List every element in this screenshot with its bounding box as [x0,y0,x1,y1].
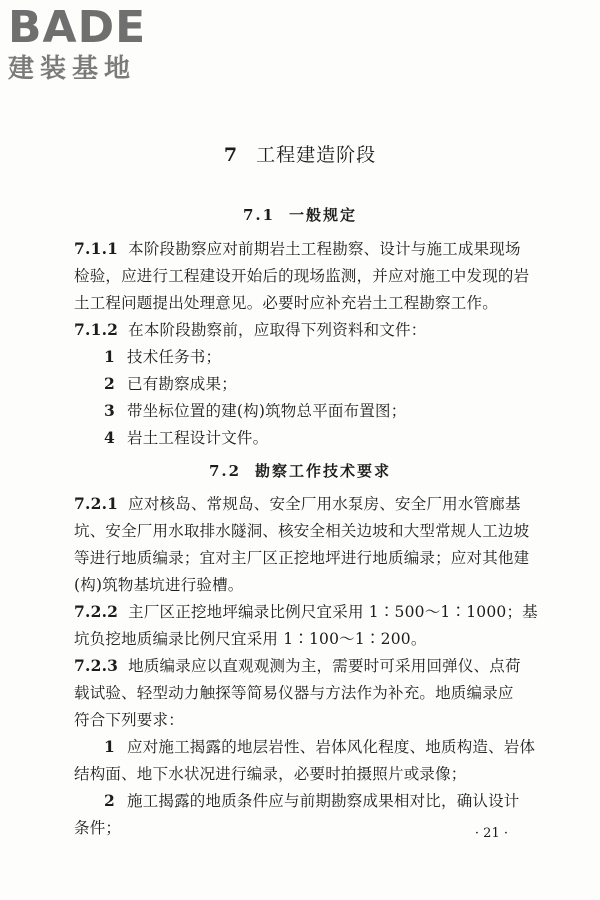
list-item-continuation: 结构面、地下水状况进行编录，必要时拍摄照片或录像； [74,765,467,783]
list-item-continuation: 条件； [74,819,122,837]
logo-brand: BADE [8,2,147,53]
clause-text: 地质编录应以直观观测为主，需要时可采用回弹仪、点荷 [128,657,521,675]
clause-7-1-1-line-3: 土工程问题提出处理意见。必要时应补充岩土工程勘察工作。 [74,294,498,312]
section-number: 7.2 [208,462,242,480]
item-number: 2 [104,374,115,393]
chapter-title-text: 工程建造阶段 [256,144,377,166]
item-text: 施工揭露的地质条件应与前期勘察成果相对比，确认设计 [127,792,520,810]
clause-7-2-1-line-2: 坑、安全厂用水取排水隧洞、核安全相关边坡和大型常规人工边坡 [74,522,530,540]
clause-7-1-1-line-1 [74,239,521,259]
bade-logo [8,2,178,84]
logo-subtitle: 建装基地 [8,54,137,84]
list-item [104,374,237,394]
list-item [104,428,268,448]
clause-number: 7.1.1 [74,239,119,258]
item-number: 4 [104,428,115,447]
item-text: 已有勘察成果； [127,375,237,393]
page-number: · 21 · [474,826,508,841]
clause-number: 7.2.2 [74,602,119,621]
clause-7-2-2-line-2: 坑负挖地质编录比例尺宜采用 1∶100～1∶200。 [74,630,427,648]
section-title-7-1 [0,204,600,225]
clause-text: 应对核岛、常规岛、安全厂用水泵房、安全厂用水管廊基 [128,495,521,513]
clause-number: 7.1.2 [74,320,119,339]
chapter-number: 7 [223,144,239,166]
clause-7-2-3-line-2: 载试验、轻型动力触探等简易仪器与方法作为补充。地质编录应 [74,684,514,702]
clause-7-2-1-line-1 [74,494,521,514]
item-number: 2 [104,791,115,810]
clause-7-2-3-line-1 [74,656,521,676]
clause-text: 主厂区正挖地坪编录比例尺宜采用 1∶500～1∶1000；基 [128,603,538,621]
chapter-title [0,140,600,167]
list-item [104,347,221,367]
item-text: 应对施工揭露的地层岩性、岩体风化程度、地质构造、岩体 [127,738,536,756]
list-item [104,737,535,757]
item-text: 带坐标位置的建(构)筑物总平面布置图； [127,402,407,420]
section-title-7-2 [0,460,600,481]
item-text: 技术任务书； [127,348,222,366]
clause-7-2-1-line-3: 等进行地质编录；宜对主厂区正挖地坪进行地质编录；应对其他建 [74,549,530,567]
item-text: 岩土工程设计文件。 [127,429,269,447]
clause-7-1-1-line-2: 检验，应进行工程建设开始后的现场监测，并应对施工中发现的岩 [74,267,530,285]
clause-number: 7.2.3 [74,656,119,675]
section-title-text: 一般规定 [289,206,358,224]
clause-7-1-2-line-1 [74,320,426,340]
clause-text: 本阶段勘察应对前期岩土工程勘察、设计与施工成果现场 [128,240,521,258]
clause-7-2-1-line-4: (构)筑物基坑进行验槽。 [74,576,244,594]
clause-7-2-3-line-3: 符合下列要求： [74,711,184,729]
clause-7-2-2-line-1 [74,602,538,622]
list-item [104,401,406,421]
section-number: 7.1 [242,206,276,224]
list-item [104,791,520,811]
clause-number: 7.2.1 [74,494,119,513]
item-number: 1 [104,347,115,366]
section-title-text: 勘察工作技术要求 [255,462,392,480]
clause-text: 在本阶段勘察前，应取得下列资料和文件： [128,321,427,339]
item-number: 3 [104,401,115,420]
item-number: 1 [104,737,115,756]
